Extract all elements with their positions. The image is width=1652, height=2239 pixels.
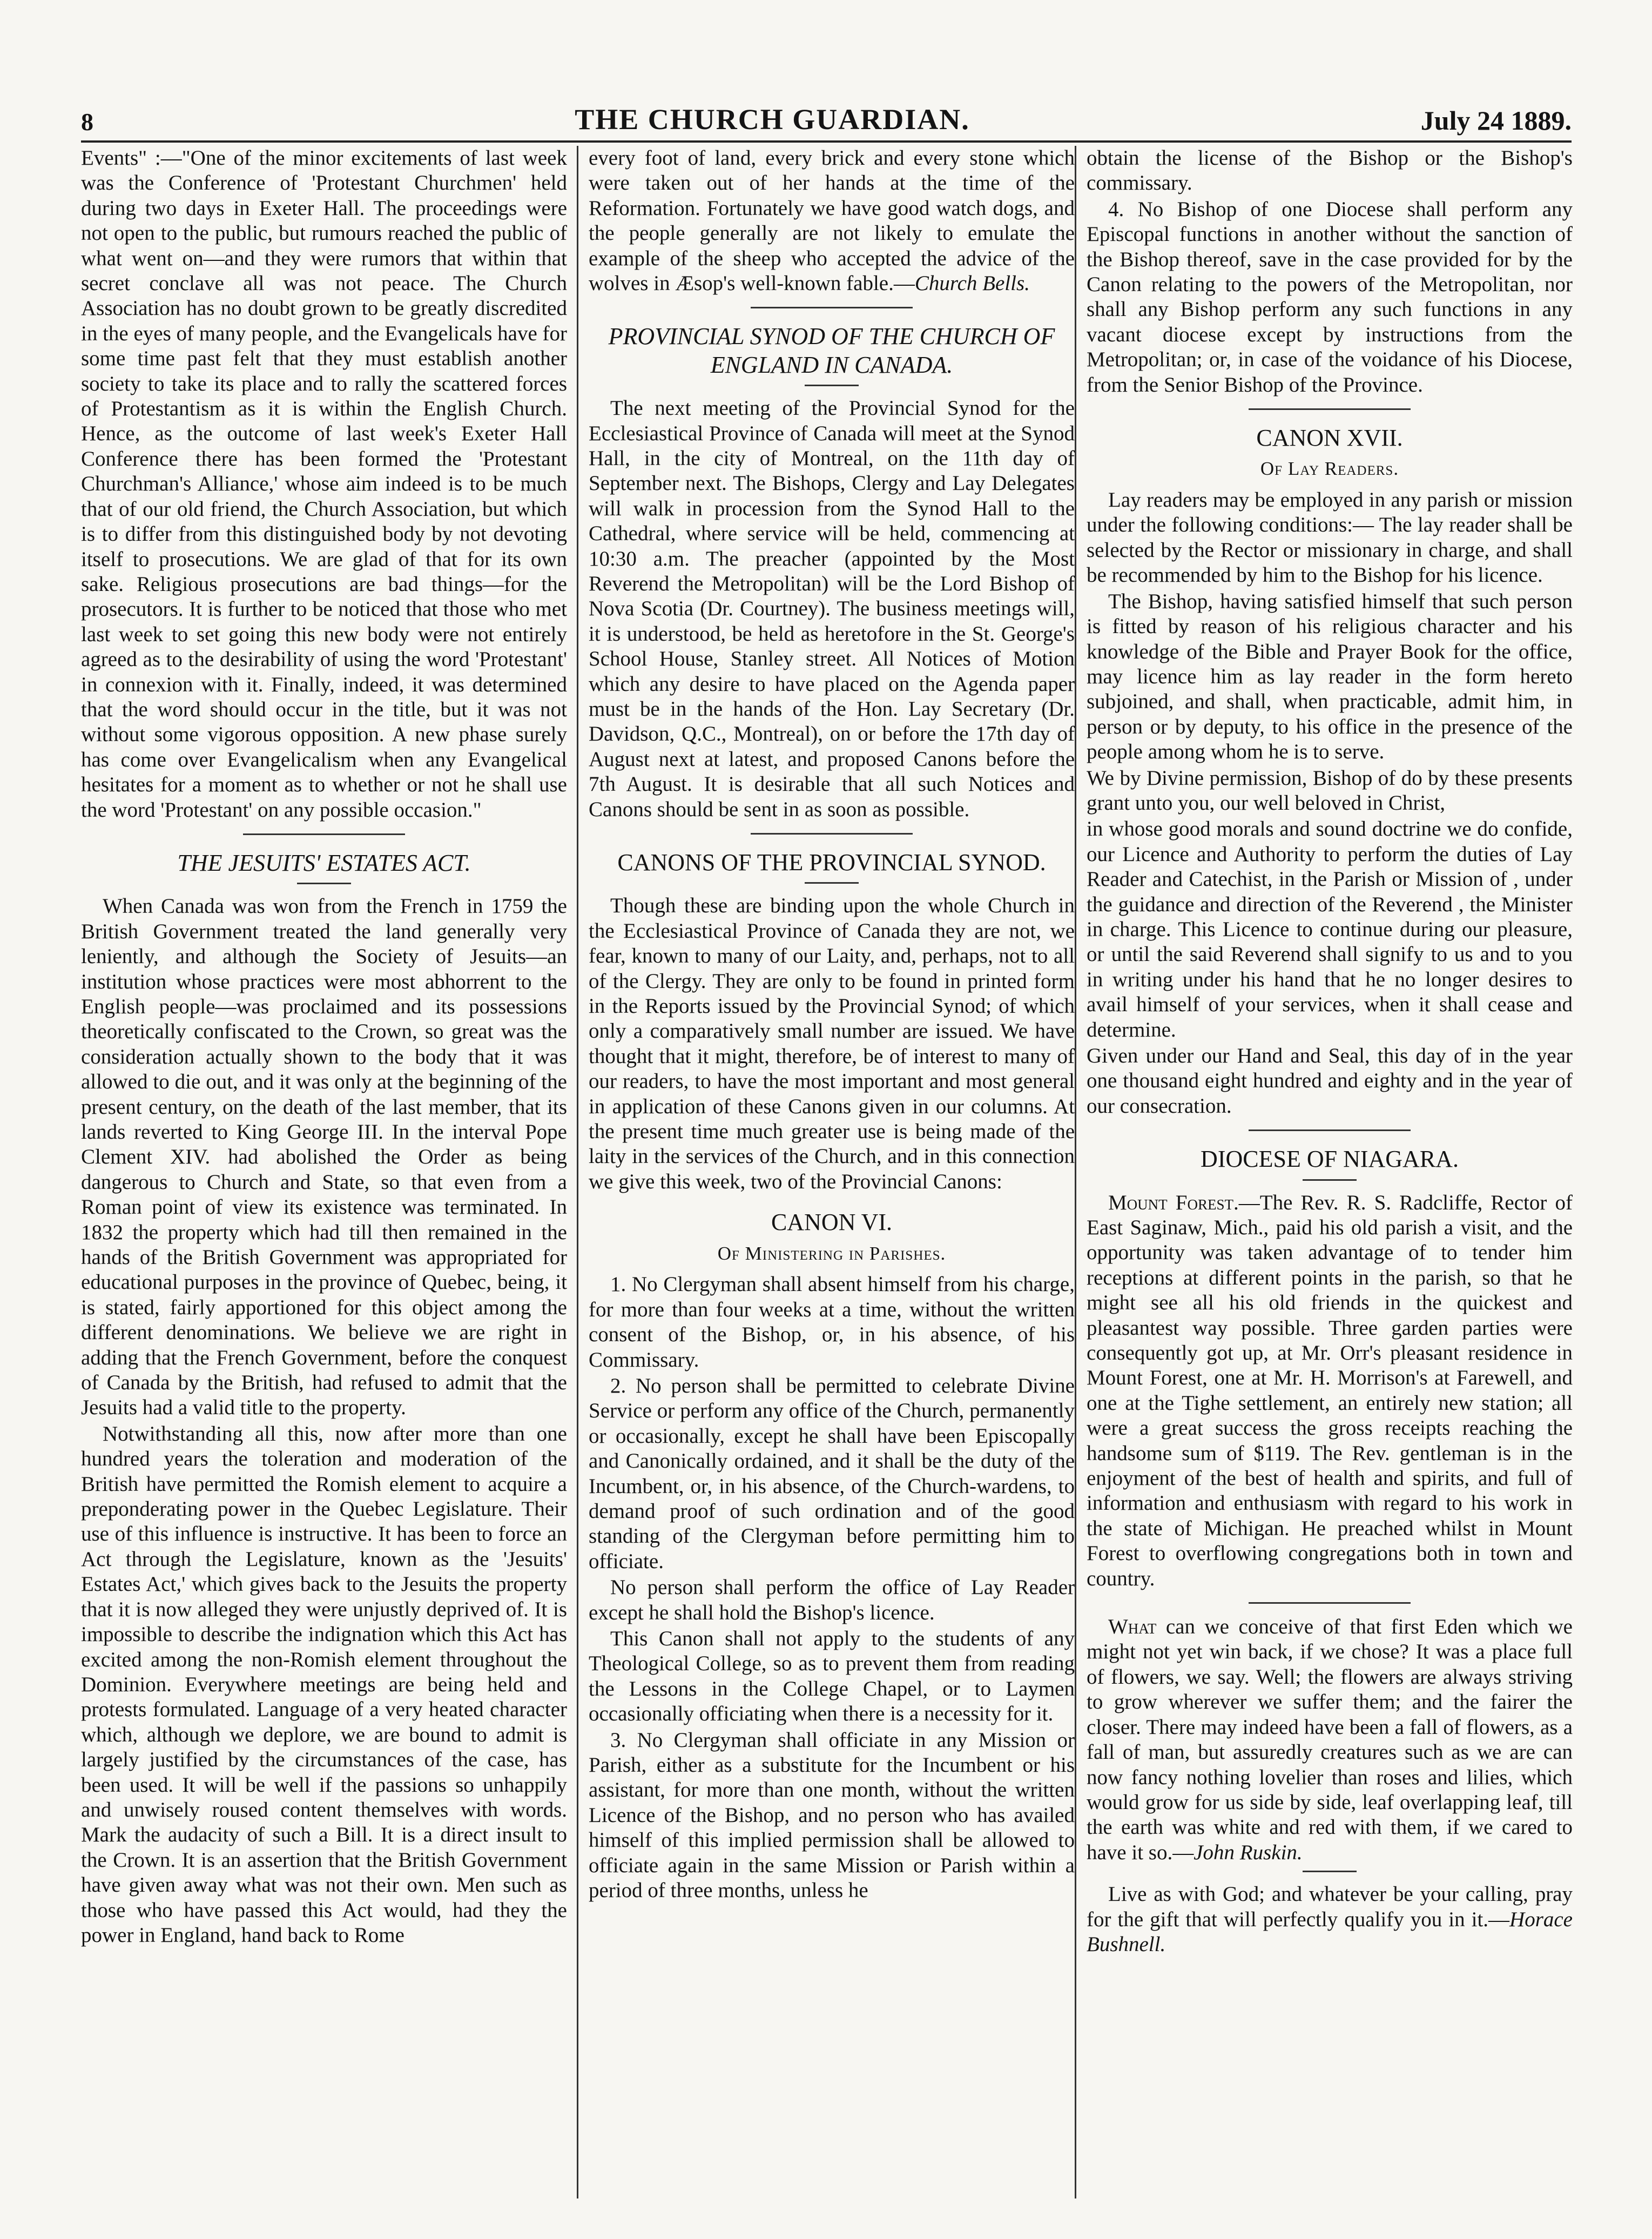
section-heading: PROVINCIAL SYNOD OF THE CHURCH OF ENGLAND IN CANADA. (608, 323, 1055, 378)
lead-word: What (1108, 1615, 1157, 1639)
heading-rule (805, 882, 859, 884)
quotation-paragraph (1087, 1882, 1573, 1957)
section-heading: DIOCESE OF NIAGARA. (1201, 1146, 1459, 1173)
section-heading: THE JESUITS' ESTATES ACT. (177, 849, 471, 876)
article-text: every foot of land, every brick and every stone which were taken out of her hands at the time of the Reformation. Fortunately we have good watch dogs, and the people generally are not likely to emulate the example of the sheep who accepted the advice of the wolves in Æsop's well-known fable.— (589, 146, 1075, 295)
section-divider (1249, 1602, 1411, 1604)
quotation-source: John Ruskin. (1194, 1840, 1303, 1864)
article-paragraph: When Canada was won from the French in 1759 the British Government treated the land generally very leniently, and although the Society of Jesuits—an institution whose practices were most abhorrent to the English people—was proclaimed and its possessions theoretically confiscated to the Crown, so great was the consideration actually shown to the body that it was allowed to die out, and it was only at the beginning of the present century, on the death of the last member, that its lands reverted to King George III. In the interval Pope Clement XIV. had abolished the Order as being dangerous to Church and State, so that even from a Roman point of view its existence was terminated. In 1832 the property which had till then remained in the hands of the British Government was appropriated for educational purposes in the province of Quebec, being, it is stated, fairly apportioned for this object among the different denominations. We believe we are right in adding that the French Government, before the conquest of Canada by the British, had refused to admit that the Jesuits had a valid title to the property. (81, 895, 567, 1420)
article-paragraph (589, 146, 1075, 296)
heading-rule (297, 883, 351, 884)
column-divider (577, 146, 578, 2198)
canon-clause: No person shall perform the office of Lay Reader except he shall hold the Bishop's licence. (589, 1576, 1075, 1624)
section-divider (751, 833, 913, 835)
canon-heading: CANON VI. (771, 1209, 893, 1236)
page-number: 8 (81, 108, 93, 136)
masthead (81, 93, 1572, 143)
article-paragraph: Notwithstanding all this, now after more than one hundred years the toleration and moderation of the British have permitted the Romish element to acquire a preponderating power in the Quebec Legislature. Their use of this influence is instructive. It has been to force an Act through the Legislature, known as the 'Jesuits' Estates Act,' which gives back to the Jesuits the property that it is now alleged they were unjustly deprived of. It is impossible to describe the indignation which this Act has excited among the non-Romish element throughout the Dominion. Everywhere meetings are being held and protests formulated. Language of a very heated character which, although we deplore, we are bound to admit is largely justified by the circumstances of the case, has been used. It will be well if the passions so unhappily and unwisely roused content themselves with words. Mark the audacity of such a Bill. It is a direct insult to the Crown. It is an assertion that the British Government have given away what was not their own. Men such as those who have passed this Act would, had they the power in England, hand back to Rome (81, 1422, 567, 1947)
heading-rule (1303, 1179, 1357, 1181)
newspaper-title: THE CHURCH GUARDIAN. (575, 103, 970, 136)
licence-form (1087, 766, 1573, 1119)
canon-clause: 4. No Bishop of one Diocese shall perform any Episcopal functions in another without the sanction of the Bishop thereof, save in the case provided for by the Canon relating to the powers of the Metropolitan, nor shall any Bishop perform any such functions in any vacant diocese except by instructions from the Metropolitan; or, in case of the voidance of his Diocese, from the Senior Bishop of the Province. (1087, 197, 1573, 396)
column-3 (1087, 146, 1573, 2198)
canon-clause: 3. No Clergyman shall officiate in any Mission or Parish, either as a substitute for the Incumbent or his assistant, for more than one month, without the written Licence of the Bishop, and no person who has availed himself of this implied permission shall be allowed to officiate again in the same Mission or Parish within a period of three months, unless he (589, 1728, 1075, 1902)
quotation-paragraph (1087, 1615, 1573, 1865)
canon-clause: obtain the license of the Bishop or the Bishop's commissary. (1087, 146, 1573, 195)
section-heading: CANONS OF THE PROVINCIAL SYNOD. (617, 849, 1046, 876)
article-paragraph (1087, 1191, 1573, 1592)
quotation-text: Live as with God; and whatever be your calling, pray for the gift that will perfectly qualify you in it.— (1087, 1882, 1573, 1931)
column-2 (589, 146, 1075, 2198)
quotation-source: Horace Bushnell. (1087, 1907, 1573, 1956)
section-divider (1249, 408, 1411, 410)
column-divider (1075, 146, 1076, 2198)
article-source: Church Bells. (914, 272, 1030, 295)
canon-subheading: Of Ministering in Parishes. (717, 1242, 946, 1264)
section-divider (1249, 1129, 1411, 1131)
canon-clause: 1. No Clergyman shall absent himself from his charge, for more than four weeks at a time, without the written consent of the Bishop, or, in his absence, of his Commissary. (589, 1273, 1075, 1371)
canon-clause: The Bishop, having satisfied himself that such person is fitted by reason of his religious character and his knowledge of the Bible and Prayer Book for the office, may licence him as lay reader in the form hereto subjoined, and shall, when practicable, admit him, in person or by deputy, to his office in the presence of the people among whom he is to serve. (1087, 589, 1573, 764)
licence-form-line: We by Divine permission, Bishop of do by these presents grant unto you, our well beloved in Christ, (1087, 766, 1573, 815)
column-1 (81, 146, 567, 2198)
section-divider (243, 833, 405, 835)
article-paragraph: Events" :—"One of the minor excitements of last week was the Conference of 'Protestant Churchmen' held during two days in Exeter Hall. The proceedings were not open to the public, but rumours reached the public of what went on—and they were rumors that within that secret conclave all was not peace. The Church Association has no doubt grown to be greatly discredited in the eyes of many people, and the Evangelicals have for some time past felt that they must establish another society to take its place and to rally the scattered forces of Protestantism as it is within the English Church. Hence, as the outcome of last week's Exeter Hall Conference there has been formed the 'Protestant Churchman's Alliance,' whose aim indeed is to be much that of our old friend, the Church Association, but which is to differ from this distinguished body by not devoting itself to prosecutions. We are glad of that for its own sake. Religious prosecutions are bad things—for the prosecutors. It is further to be noticed that those who met last week to set going this new body were not entirely agreed as to the desirability of using the word 'Protestant' in connexion with it. Finally, indeed, it was determined that the word should occur in the title, but it was not without some vigorous opposition. A new phase surely has come over Evangelicalism when any Evangelical hesitates for a moment as to whether or not he shall use the word 'Protestant' on any possible occasion." (81, 146, 567, 822)
issue-date: July 24 1889. (1420, 105, 1572, 136)
article-paragraph: Though these are binding upon the whole Church in the Ecclesiastical Province of Canada they are not, we fear, known to many of our Laity, and, perhaps, not to all of the Clergy. They are only to be found in printed form in the Reports issued by the Provincial Synod; of which only a comparatively small number are issued. We have thought that it might, therefore, be of interest to many of our readers, to have the most important and most general in application of these Canons given in our columns. At the present time much greater use is being made of the laity in the services of the Church, and in this connection we give this week, two of the Provincial Canons: (589, 894, 1075, 1193)
dateline: Mount Forest. (1108, 1191, 1239, 1214)
licence-form-line: Given under our Hand and Seal, this day of in the year one thousand eight hundred and eighty and in the year of our consecration. (1087, 1044, 1573, 1118)
canon-clause: This Canon shall not apply to the students of any Theological College, so as to prevent them from reading the Lessons in the College Chapel, or to Laymen occasionally officiating when there is a necessity for it. (589, 1626, 1075, 1726)
section-divider (1303, 1871, 1357, 1872)
article-paragraph: The next meeting of the Provincial Synod for the Ecclesiastical Province of Canada will meet at the Synod Hall, in the city of Montreal, on the 11th day of September next. The Bishops, Clergy and Lay Delegates will walk in procession from the Synod Hall to the Cathedral, where service will be held, commencing at 10:30 a.m. The preacher (appointed by the Most Reverend the Metropolitan) will be the Lord Bishop of Nova Scotia (Dr. Courtney). The business meetings will, it is understood, be held as heretofore in the St. George's School House, Stanley street. All Notices of Motion which any desire to have placed on the Agenda paper must be in the hands of the Hon. Lay Secretary (Dr. Davidson, Q.C., Montreal), on or before the 17th day of August next at latest, and proposed Canons before the 7th August. It is desirable that all such Notices and Canons should be sent in as soon as possible. (589, 396, 1075, 821)
canon-heading: CANON XVII. (1256, 425, 1403, 452)
article-text: —The Rev. R. S. Radcliffe, Rector of East Saginaw, Mich., paid his old parish a visit, and the opportunity was taken advantage of to tender him receptions at different points in the parish, so that he might see all his old friends in the quickest and pleasantest way possible. Three garden parties were consequently got up, at Mr. Orr's pleasant residence in Mount Forest, one at Mr. H. Morrison's at Farewell, and one at the Tighe settlement, an entirely new station; all were a great success the gross receipts reaching the handsome sum of $119. The Rev. gentleman is in the enjoyment of the best of health and spirits, and full of information and enthusiasm with regard to his work in the state of Michigan. He preached whilst in Mount Forest to overflowing congregations both in town and country. (1087, 1191, 1573, 1590)
canon-subheading: Of Lay Readers. (1260, 458, 1399, 480)
canon-clause: Lay readers may be employed in any parish or mission under the following conditions:— The lay reader shall be selected by the Rector or missionary in charge, and shall be recommended by him to the Bishop for his licence. (1087, 488, 1573, 587)
quotation-text: can we conceive of that first Eden which we might not yet win back, if we chose? It was a place full of flowers, we say. Well; the flowers are always striving to grow wherever we suffer them; and the fairer the closer. There may indeed have been a fall of flowers, as a fall of man, but assuredly creatures such as we are can now fancy nothing lovelier than roses and lilies, which would grow for us side by side, leaf overlapping leaf, till the earth was white and red with them, if we cared to have it so.— (1087, 1615, 1573, 1864)
section-divider (751, 307, 913, 308)
heading-rule (805, 385, 859, 386)
canon-clause: 2. No person shall be permitted to celebrate Divine Service or perform any office of the Church, permanently or occasionally, except he shall have been Episcopally and Canonically ordained, and it shall be the duty of the Incumbent, or, in his absence, of the Church-wardens, to demand proof of such ordination and of the good standing of the Clergyman before permitting him to officiate. (589, 1374, 1075, 1573)
licence-form-line: in whose good morals and sound doctrine we do confide, our Licence and Authority to perform the duties of Lay Reader and Catechist, in the Parish or Mission of , under the guidance and direction of the Reverend , the Minister in charge. This Licence to continue during our pleasure, or until the said Reverend shall signify to us and to you in writing under his hand that he no longer desires to avail himself of your services, when it shall cease and determine. (1087, 817, 1573, 1041)
